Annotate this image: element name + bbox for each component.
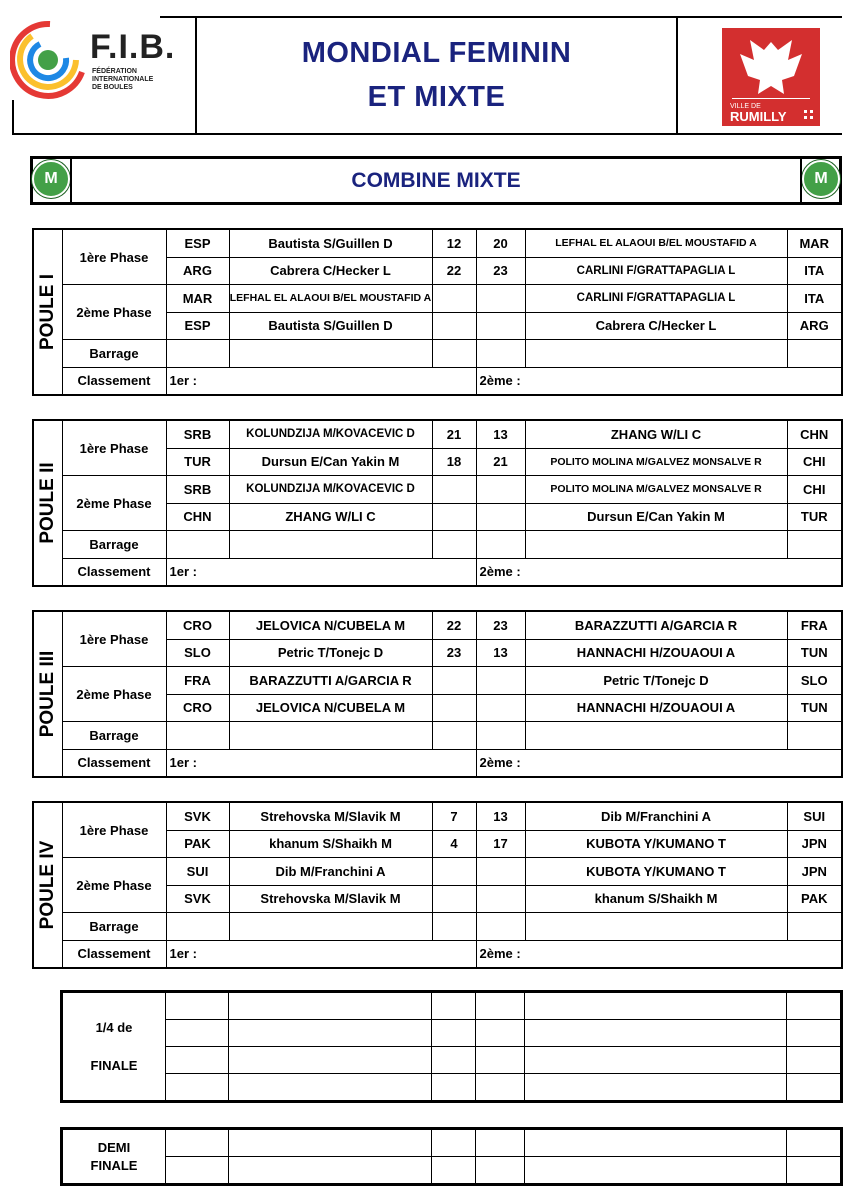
team-name: Bautista S/Guillen D bbox=[229, 229, 432, 257]
country-code: SRB bbox=[166, 420, 229, 448]
empty-cell bbox=[787, 722, 842, 750]
score-cell: 23 bbox=[476, 257, 525, 285]
section-title: COMBINE MIXTE bbox=[70, 159, 802, 202]
team-name: KOLUNDZIJA M/KOVACEVIC D bbox=[229, 476, 432, 504]
score-cell: 13 bbox=[476, 639, 525, 667]
first-place: 1er : bbox=[166, 940, 476, 968]
score-cell bbox=[476, 667, 525, 695]
page-title: MONDIAL FEMININ ET MIXTE bbox=[301, 36, 572, 113]
country-code: JPN bbox=[787, 830, 842, 858]
empty-cell bbox=[476, 1020, 525, 1047]
empty-cell bbox=[787, 1129, 842, 1157]
score-cell: 23 bbox=[476, 611, 525, 639]
team-name: KUBOTA Y/KUMANO T bbox=[525, 830, 787, 858]
ranking-row bbox=[33, 558, 842, 586]
country-code: ITA bbox=[787, 285, 842, 313]
barrage-row bbox=[33, 722, 842, 750]
country-code: CHI bbox=[787, 448, 842, 476]
score-cell bbox=[476, 476, 525, 504]
team-name: JELOVICA N/CUBELA M bbox=[229, 694, 432, 722]
empty-cell bbox=[432, 531, 476, 559]
rumilly-eagle-logo-icon bbox=[722, 28, 820, 126]
fib-subtitle: FÉDÉRATION INTERNATIONALE DE BOULES bbox=[92, 68, 154, 91]
team-name: JELOVICA N/CUBELA M bbox=[229, 611, 432, 639]
phase-label: 1ère Phase bbox=[62, 611, 166, 667]
country-code: ARG bbox=[166, 257, 229, 285]
empty-cell bbox=[525, 1074, 787, 1102]
empty-cell bbox=[525, 992, 787, 1020]
team-name: KOLUNDZIJA M/KOVACEVIC D bbox=[229, 420, 432, 448]
empty-cell bbox=[166, 1047, 229, 1074]
team-name: BARAZZUTTI A/GARCIA R bbox=[229, 667, 432, 695]
team-name: LEFHAL EL ALAOUI B/EL MOUSTAFID A bbox=[229, 285, 432, 313]
match-row bbox=[33, 858, 842, 886]
empty-cell bbox=[166, 1129, 229, 1157]
finals-table bbox=[60, 990, 843, 1103]
empty-cell bbox=[476, 1129, 525, 1157]
team-name: POLITO MOLINA M/GALVEZ MONSALVE R bbox=[525, 476, 787, 504]
country-code: CHI bbox=[787, 476, 842, 504]
empty-cell bbox=[476, 1157, 525, 1185]
empty-cell bbox=[166, 913, 229, 941]
country-code: SVK bbox=[166, 802, 229, 830]
country-code: MAR bbox=[166, 285, 229, 313]
country-code: JPN bbox=[787, 858, 842, 886]
country-code: ITA bbox=[787, 257, 842, 285]
phase-label: 2ème Phase bbox=[62, 667, 166, 722]
score-cell: 21 bbox=[476, 448, 525, 476]
phase-label: 1ère Phase bbox=[62, 802, 166, 858]
empty-cell bbox=[229, 1020, 432, 1047]
team-name: LEFHAL EL ALAOUI B/EL MOUSTAFID A bbox=[525, 229, 787, 257]
team-name: Dursun E/Can Yakin M bbox=[525, 503, 787, 531]
team-name: khanum S/Shaikh M bbox=[229, 830, 432, 858]
team-name: Bautista S/Guillen D bbox=[229, 312, 432, 340]
country-code: SUI bbox=[166, 858, 229, 886]
finals-row bbox=[62, 1157, 842, 1185]
empty-cell bbox=[432, 992, 476, 1020]
empty-cell bbox=[787, 992, 842, 1020]
empty-cell bbox=[166, 722, 229, 750]
empty-cell bbox=[166, 1020, 229, 1047]
score-cell: 20 bbox=[476, 229, 525, 257]
pool-name: POULE I bbox=[33, 229, 62, 395]
mixte-badge-icon: M bbox=[32, 160, 70, 198]
empty-cell bbox=[476, 531, 525, 559]
score-cell bbox=[432, 285, 476, 313]
pool-table bbox=[32, 419, 843, 587]
empty-cell bbox=[166, 340, 229, 368]
empty-cell bbox=[525, 913, 787, 941]
phase-label: 2ème Phase bbox=[62, 858, 166, 913]
score-cell: 13 bbox=[476, 802, 525, 830]
pool-name: POULE IV bbox=[33, 802, 62, 968]
score-cell bbox=[476, 503, 525, 531]
match-row bbox=[33, 420, 842, 448]
second-place: 2ème : bbox=[476, 749, 842, 777]
score-cell: 13 bbox=[476, 420, 525, 448]
ranking-label: Classement bbox=[62, 749, 166, 777]
empty-cell bbox=[432, 1157, 476, 1185]
empty-cell bbox=[229, 340, 432, 368]
country-code: CHN bbox=[787, 420, 842, 448]
empty-cell bbox=[432, 340, 476, 368]
score-cell bbox=[432, 858, 476, 886]
phase-label: 1ère Phase bbox=[62, 420, 166, 476]
barrage-row bbox=[33, 913, 842, 941]
score-cell bbox=[432, 476, 476, 504]
pool-table bbox=[32, 801, 843, 969]
score-cell bbox=[432, 885, 476, 913]
empty-cell bbox=[229, 913, 432, 941]
country-code: ARG bbox=[787, 312, 842, 340]
finals-row bbox=[62, 1129, 842, 1157]
empty-cell bbox=[229, 1047, 432, 1074]
country-code: ESP bbox=[166, 312, 229, 340]
empty-cell bbox=[476, 1047, 525, 1074]
barrage-label: Barrage bbox=[62, 340, 166, 368]
team-name: HANNACHI H/ZOUAOUI A bbox=[525, 694, 787, 722]
country-code: CRO bbox=[166, 611, 229, 639]
match-row bbox=[33, 802, 842, 830]
ranking-label: Classement bbox=[62, 558, 166, 586]
empty-cell bbox=[229, 722, 432, 750]
country-code: FRA bbox=[166, 667, 229, 695]
score-cell bbox=[476, 694, 525, 722]
team-name: Petric T/Tonejc D bbox=[229, 639, 432, 667]
pool-name: POULE II bbox=[33, 420, 62, 586]
pool-name: POULE III bbox=[33, 611, 62, 777]
empty-cell bbox=[787, 1074, 842, 1102]
score-cell bbox=[432, 503, 476, 531]
team-name: Petric T/Tonejc D bbox=[525, 667, 787, 695]
team-name: Cabrera C/Hecker L bbox=[229, 257, 432, 285]
empty-cell bbox=[229, 992, 432, 1020]
empty-cell bbox=[525, 531, 787, 559]
country-code: SVK bbox=[166, 885, 229, 913]
country-code: ESP bbox=[166, 229, 229, 257]
empty-cell bbox=[432, 1047, 476, 1074]
team-name: ZHANG W/LI C bbox=[229, 503, 432, 531]
second-place: 2ème : bbox=[476, 558, 842, 586]
team-name: CARLINI F/GRATTAPAGLIA L bbox=[525, 257, 787, 285]
ranking-row bbox=[33, 749, 842, 777]
empty-cell bbox=[166, 1074, 229, 1102]
empty-cell bbox=[787, 1020, 842, 1047]
empty-cell bbox=[525, 1157, 787, 1185]
country-code: TUR bbox=[787, 503, 842, 531]
empty-cell bbox=[525, 1047, 787, 1074]
empty-cell bbox=[432, 913, 476, 941]
team-name: Strehovska M/Slavik M bbox=[229, 802, 432, 830]
empty-cell bbox=[787, 1157, 842, 1185]
match-row bbox=[33, 229, 842, 257]
empty-cell bbox=[166, 531, 229, 559]
second-place: 2ème : bbox=[476, 940, 842, 968]
barrage-row bbox=[33, 340, 842, 368]
country-code: TUN bbox=[787, 694, 842, 722]
country-code: SUI bbox=[787, 802, 842, 830]
score-cell: 18 bbox=[432, 448, 476, 476]
round-label: 1/4 de FINALE bbox=[62, 992, 166, 1102]
empty-cell bbox=[432, 722, 476, 750]
empty-cell bbox=[229, 1157, 432, 1185]
svg-text:VILLE DE: VILLE DE bbox=[730, 103, 761, 110]
finals-table bbox=[60, 1127, 843, 1186]
empty-cell bbox=[229, 531, 432, 559]
match-row bbox=[33, 667, 842, 695]
empty-cell bbox=[476, 1074, 525, 1102]
barrage-row bbox=[33, 531, 842, 559]
empty-cell bbox=[525, 722, 787, 750]
header-divider bbox=[676, 16, 678, 135]
empty-cell bbox=[432, 1074, 476, 1102]
empty-cell bbox=[525, 1020, 787, 1047]
country-code: PAK bbox=[787, 885, 842, 913]
country-code: SLO bbox=[787, 667, 842, 695]
empty-cell bbox=[476, 340, 525, 368]
team-name: Dib M/Franchini A bbox=[229, 858, 432, 886]
empty-cell bbox=[476, 913, 525, 941]
score-cell bbox=[476, 285, 525, 313]
match-row bbox=[33, 476, 842, 504]
empty-cell bbox=[166, 992, 229, 1020]
ranking-label: Classement bbox=[62, 940, 166, 968]
country-code: FRA bbox=[787, 611, 842, 639]
empty-cell bbox=[476, 722, 525, 750]
empty-cell bbox=[432, 1129, 476, 1157]
score-cell: 22 bbox=[432, 257, 476, 285]
country-code: PAK bbox=[166, 830, 229, 858]
score-cell bbox=[432, 667, 476, 695]
finals-row bbox=[62, 1020, 842, 1047]
header-bottom-border bbox=[12, 133, 842, 135]
pool-table bbox=[32, 610, 843, 778]
score-cell: 4 bbox=[432, 830, 476, 858]
finals-row bbox=[62, 1047, 842, 1074]
team-name: HANNACHI H/ZOUAOUI A bbox=[525, 639, 787, 667]
barrage-label: Barrage bbox=[62, 913, 166, 941]
score-cell bbox=[432, 694, 476, 722]
score-cell: 23 bbox=[432, 639, 476, 667]
empty-cell bbox=[432, 1020, 476, 1047]
pool-table bbox=[32, 228, 843, 396]
first-place: 1er : bbox=[166, 367, 476, 395]
country-code: MAR bbox=[787, 229, 842, 257]
barrage-label: Barrage bbox=[62, 722, 166, 750]
round-label: DEMI FINALE bbox=[62, 1129, 166, 1185]
empty-cell bbox=[476, 992, 525, 1020]
ranking-row bbox=[33, 367, 842, 395]
country-code: CRO bbox=[166, 694, 229, 722]
team-name: Strehovska M/Slavik M bbox=[229, 885, 432, 913]
empty-cell bbox=[787, 913, 842, 941]
second-place: 2ème : bbox=[476, 367, 842, 395]
score-cell: 17 bbox=[476, 830, 525, 858]
finals-row bbox=[62, 1074, 842, 1102]
empty-cell bbox=[166, 1157, 229, 1185]
team-name: Cabrera C/Hecker L bbox=[525, 312, 787, 340]
score-cell: 12 bbox=[432, 229, 476, 257]
team-name: BARAZZUTTI A/GARCIA R bbox=[525, 611, 787, 639]
empty-cell bbox=[525, 340, 787, 368]
match-row bbox=[33, 285, 842, 313]
first-place: 1er : bbox=[166, 558, 476, 586]
svg-text:RUMILLY: RUMILLY bbox=[730, 109, 787, 124]
ranking-row bbox=[33, 940, 842, 968]
country-code: CHN bbox=[166, 503, 229, 531]
empty-cell bbox=[787, 531, 842, 559]
score-cell bbox=[476, 885, 525, 913]
finals-row bbox=[62, 992, 842, 1020]
team-name: khanum S/Shaikh M bbox=[525, 885, 787, 913]
country-code: TUN bbox=[787, 639, 842, 667]
score-cell bbox=[432, 312, 476, 340]
mixte-badge-icon: M bbox=[802, 160, 840, 198]
team-name: Dib M/Franchini A bbox=[525, 802, 787, 830]
fib-abbreviation: F.I.B. bbox=[90, 28, 176, 66]
score-cell: 7 bbox=[432, 802, 476, 830]
phase-label: 1ère Phase bbox=[62, 229, 166, 285]
team-name: Dursun E/Can Yakin M bbox=[229, 448, 432, 476]
team-name: POLITO MOLINA M/GALVEZ MONSALVE R bbox=[525, 448, 787, 476]
barrage-label: Barrage bbox=[62, 531, 166, 559]
team-name: CARLINI F/GRATTAPAGLIA L bbox=[525, 285, 787, 313]
empty-cell bbox=[787, 1047, 842, 1074]
score-cell bbox=[476, 858, 525, 886]
score-cell: 22 bbox=[432, 611, 476, 639]
empty-cell bbox=[787, 340, 842, 368]
first-place: 1er : bbox=[166, 749, 476, 777]
header-left-border bbox=[12, 100, 14, 135]
empty-cell bbox=[229, 1074, 432, 1102]
match-row bbox=[33, 611, 842, 639]
country-code: SRB bbox=[166, 476, 229, 504]
team-name: KUBOTA Y/KUMANO T bbox=[525, 858, 787, 886]
empty-cell bbox=[229, 1129, 432, 1157]
team-name: ZHANG W/LI C bbox=[525, 420, 787, 448]
phase-label: 2ème Phase bbox=[62, 285, 166, 340]
country-code: TUR bbox=[166, 448, 229, 476]
empty-cell bbox=[525, 1129, 787, 1157]
phase-label: 2ème Phase bbox=[62, 476, 166, 531]
ranking-label: Classement bbox=[62, 367, 166, 395]
score-cell: 21 bbox=[432, 420, 476, 448]
score-cell bbox=[476, 312, 525, 340]
country-code: SLO bbox=[166, 639, 229, 667]
